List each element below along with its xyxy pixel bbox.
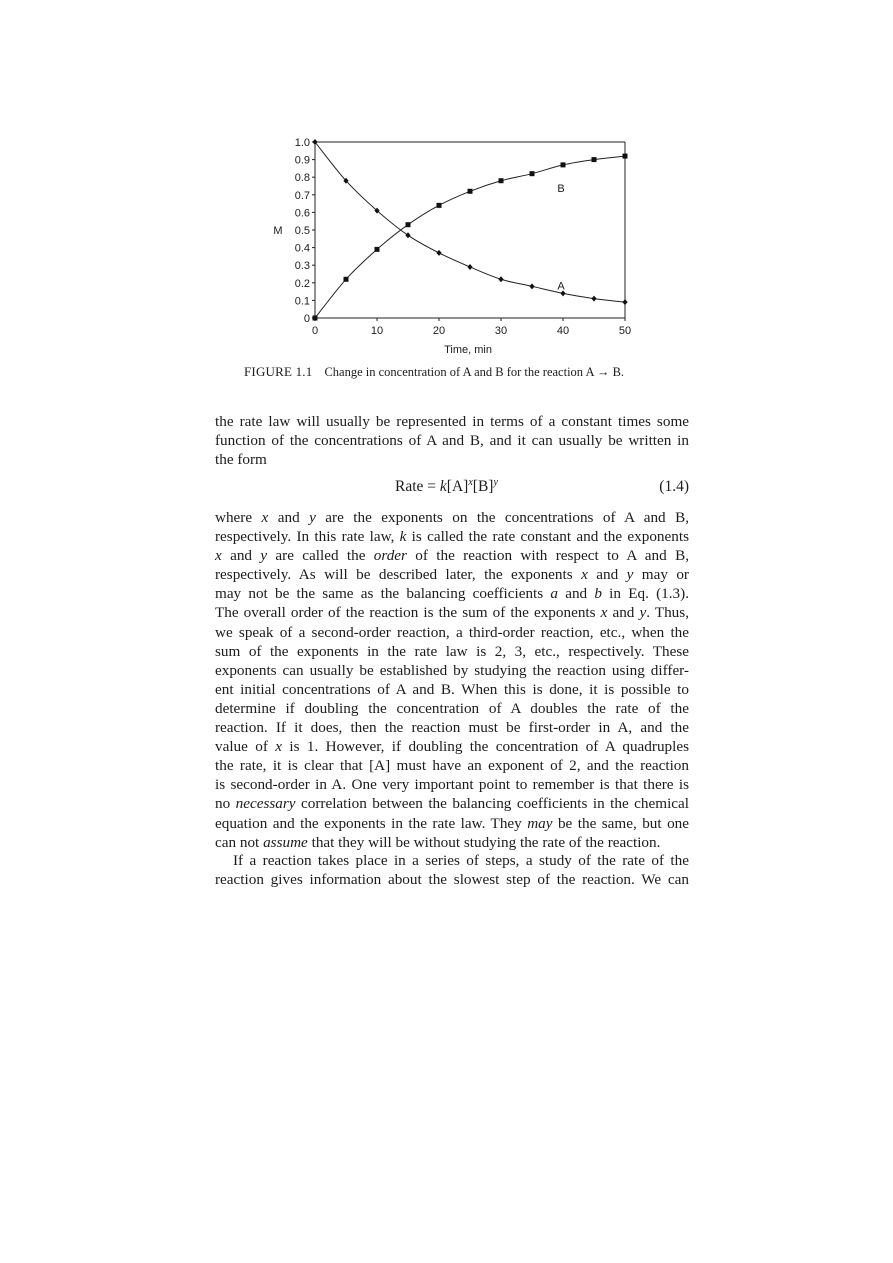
text-line: x and y are called the order of the reaction with respect to A and B, — [215, 547, 689, 565]
series-a-marker — [467, 264, 472, 270]
text-line: determine if doubling the concentration of A doubles the rate of the — [215, 699, 689, 717]
x-tick-label: 10 — [370, 325, 384, 337]
concentration-a: [A] — [446, 478, 469, 495]
x-tick-label: 30 — [494, 325, 508, 337]
y-tick-label: 0.6 — [294, 207, 310, 220]
series-a-marker — [436, 250, 441, 256]
series-b-marker — [375, 247, 380, 252]
series-b-marker — [623, 154, 628, 159]
x-tick-label: 40 — [556, 325, 570, 337]
y-tick-label: 0.9 — [294, 154, 310, 167]
y-tick-label: 0.7 — [294, 189, 310, 202]
text-line: If a reaction takes place in a series of steps, a study of the rate of the — [233, 852, 689, 869]
annotation-a: A — [557, 280, 565, 293]
text-line: The overall order of the reaction is the sum of the exponents x and y. Thus, — [215, 604, 689, 622]
text-line: respectively. As will be described later, the exponents x and y may or — [215, 566, 689, 584]
y-tick-label: 1.0 — [294, 137, 310, 149]
series-b-marker — [313, 316, 318, 321]
y-tick-label: 0 — [303, 313, 310, 325]
series-b-marker — [499, 178, 504, 183]
series-a-line — [315, 142, 625, 302]
x-tick-label: 20 — [432, 325, 446, 337]
text-line: where x and y are the exponents on the concentrations of A and B, — [215, 509, 689, 526]
paragraph-3 — [215, 851, 689, 889]
text-line: equation and the exponents in the rate law. They may be the same, but one — [215, 814, 689, 832]
exponent-y: y — [493, 477, 498, 488]
series-b-marker — [437, 203, 442, 208]
rate-constant: k — [439, 478, 447, 495]
text-line: can not assume that they will be without studying the rate of the reaction. — [215, 833, 661, 851]
x-tick-label: 0 — [311, 325, 319, 337]
text-line: is second-order in A. One very important point to remember is that there is — [215, 776, 689, 794]
text-line: the form — [215, 451, 267, 469]
series-b-marker — [530, 171, 535, 176]
text-line: sum of the exponents in the rate law is 2, 3, etc., respectively. These — [215, 642, 689, 660]
figure-label: FIGURE 1.1 — [244, 364, 313, 379]
y-axis-label: M — [273, 225, 283, 237]
figure-caption-text: Change in concentration of A and B for the reaction A → B. — [324, 365, 625, 379]
series-a-marker — [622, 299, 627, 305]
paragraph-1 — [215, 412, 689, 469]
y-tick-label: 0.5 — [294, 225, 310, 237]
x-tick-label: 50 — [618, 325, 632, 337]
y-tick-label: 0.3 — [294, 260, 310, 273]
equation-number: (1.4) — [659, 478, 689, 495]
concentration-b: [B] — [472, 478, 494, 495]
text-line: reaction. If it does, then the reaction must be first-order in A, and the — [215, 719, 689, 737]
y-tick-label: 0.8 — [294, 172, 310, 185]
exponent-x: x — [468, 477, 473, 488]
equation-body — [395, 478, 498, 496]
text-line: we speak of a second-order reaction, a third-order reaction, etc., when the — [215, 623, 689, 641]
text-line: respectively. In this rate law, k is called the rate constant and the exponents — [215, 528, 689, 546]
y-tick-label: 0.1 — [294, 295, 310, 308]
figure-caption — [244, 364, 684, 380]
annotation-b: B — [557, 182, 565, 195]
equation-lhs: Rate = — [395, 478, 440, 495]
series-b-marker — [344, 277, 349, 282]
text-line: ent initial concentrations of A and B. When this is done, it is possible to — [215, 680, 689, 698]
text-line: reaction gives information about the slowest step of the reaction. We can — [215, 871, 689, 889]
concentration-chart — [260, 130, 650, 365]
series-a-marker — [591, 296, 596, 302]
text-line: may not be the same as the balancing coefficients a and b in Eq. (1.3). — [215, 585, 689, 603]
rate-equation — [215, 478, 689, 498]
text-line: function of the concentrations of A and B, and it can usually be written in — [215, 432, 689, 450]
series-b-marker — [406, 222, 411, 227]
text-line: exponents can usually be established by studying the reaction using differ- — [215, 661, 689, 679]
series-b-line — [315, 156, 625, 318]
y-tick-label: 0.4 — [294, 242, 310, 255]
chart-canvas — [260, 130, 650, 365]
series-a-marker — [498, 276, 503, 282]
text-line: the rate law will usually be represented in terms of a constant times some — [215, 413, 689, 430]
text-line: value of x is 1. However, if doubling the concentration of A quadruples — [215, 738, 690, 756]
series-b-marker — [468, 189, 473, 194]
y-tick-label: 0.2 — [294, 277, 310, 290]
paragraph-2 — [215, 508, 689, 852]
series-a-marker — [529, 283, 534, 289]
text-line: the rate, it is clear that [A] must have an exponent of 2, and the reaction — [215, 757, 689, 775]
text-line: no necessary correlation between the balancing coefficients in the chemical — [215, 795, 689, 813]
series-b-marker — [561, 162, 566, 167]
series-b-marker — [592, 157, 597, 162]
x-axis-label: Time, min — [444, 344, 492, 356]
series-a-marker — [405, 232, 410, 238]
